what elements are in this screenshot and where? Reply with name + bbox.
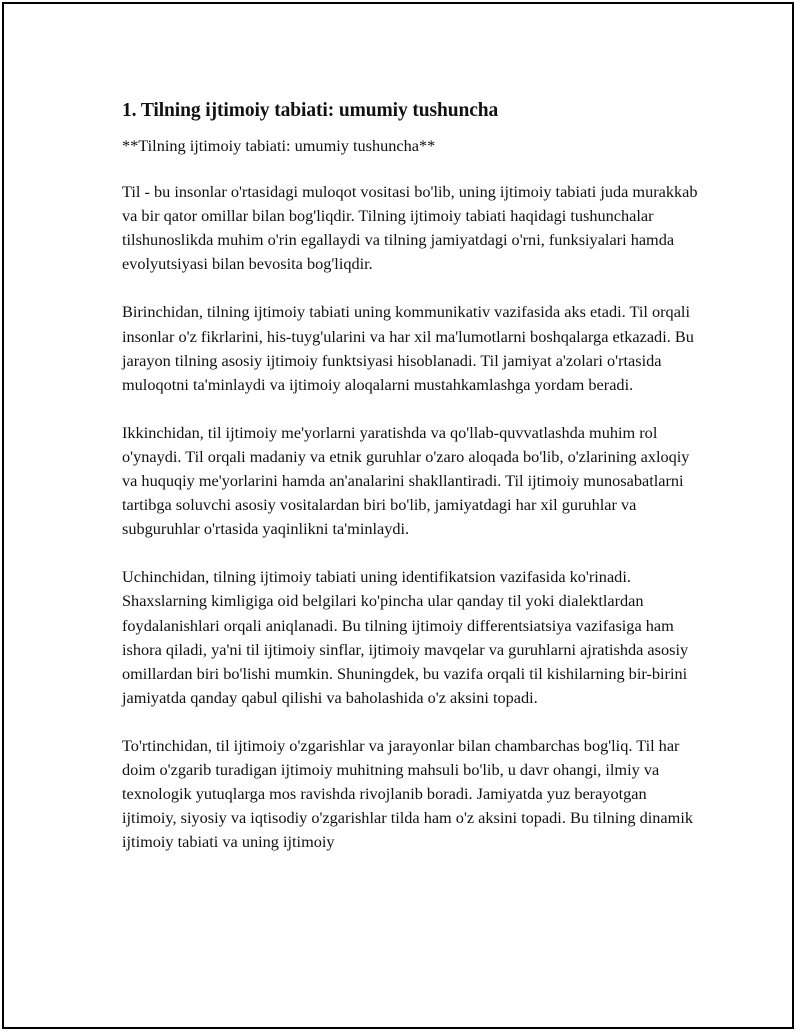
paragraph-third-point: Uchinchidan, tilning ijtimoiy tabiati uning identifikatsion vazifasida ko'rinadi. Shaxslarning kimligiga oid belgilari ko'pincha ular qanday til yoki dialektlardan foydalanishlari orqali aniqlanadi. Bu tilning ijtimoiy differentsiatsiya vazifasiga ham ishora qiladi, ya'ni til ijtimoiy sinflar, ijtimoiy mavqelar va guruhlarni ajratishda asosiy omillardan biri bo'lishi mumkin. Shuningdek, bu vazifa orqali til kishilarning bir-birini jamiyatda qanday qabul qilishi va baholashida o'z aksini topadi. <box>122 567 689 707</box>
paragraph-first-point: Birinchidan, tilning ijtimoiy tabiati uning kommunikativ vazifasida aks etadi. Til orqali insonlar o'z fikrlarini, his-tuyg'ularini va har xil ma'lumotlarni boshqalarga etkazadi. Bu jarayon tilning asosiy ijtimoiy funktsiyasi hisoblanadi. Til jamiyat a'zolari o'rtasida muloqotni ta'minlaydi va ijtimoiy aloqalarni mustahkamlashga yordam beradi. <box>122 302 694 394</box>
paragraph-fourth-point: To'rtinchidan, til ijtimoiy o'zgarishlar va jarayonlar bilan chambarchas bog'liq. Til har doim o'zgarib turadigan ijtimoiy muhitning mahsuli bo'lib, u davr ohangi, ilmiy va texnologik yutuqlarga mos ravishda rivojlanib boradi. Jamiyatda yuz berayotgan ijtimoiy, siyosiy va iqtisodiy o'zgarishlar tilda ham o'z aksini topadi. Bu tilning dinamik ijtimoiy tabiati va uning ijtimoiy <box>122 735 693 852</box>
paragraph-subtitle: **Tilning ijtimoiy tabiati: umumiy tushuncha** <box>122 136 436 155</box>
document-page <box>2 2 794 1029</box>
paragraph-intro: Til - bu insonlar o'rtasidagi muloqot vositasi bo'lib, uning ijtimoiy tabiati juda murakkab va bir qator omillar bilan bog'liqdir. Tilning ijtimoiy tabiati haqidagi tushunchalar tilshunoslikda muhim o'rin egallaydi va tilning jamiyatdagi o'rni, funksiyalari hamda evolyutsiyasi bilan bevosita bog'liqdir. <box>122 182 698 274</box>
document-body <box>122 98 702 878</box>
section-heading: 1. Tilning ijtimoiy tabiati: umumiy tushuncha <box>122 100 499 121</box>
paragraph-second-point: Ikkinchidan, til ijtimoiy me'yorlarni yaratishda va qo'llab-quvvatlashda muhim rol o'ynaydi. Til orqali madaniy va etnik guruhlar o'zaro aloqada bo'lib, o'zlarining axloqiy va huquqiy me'yorlarini hamda an'analarini shakllantiradi. Til ijtimoiy munosabatlarni tartibga soluvchi asosiy vositalardan biri bo'lib, jamiyatdagi har xil guruhlar va subguruhlar o'rtasida yaqinlikni ta'minlaydi. <box>122 422 690 539</box>
